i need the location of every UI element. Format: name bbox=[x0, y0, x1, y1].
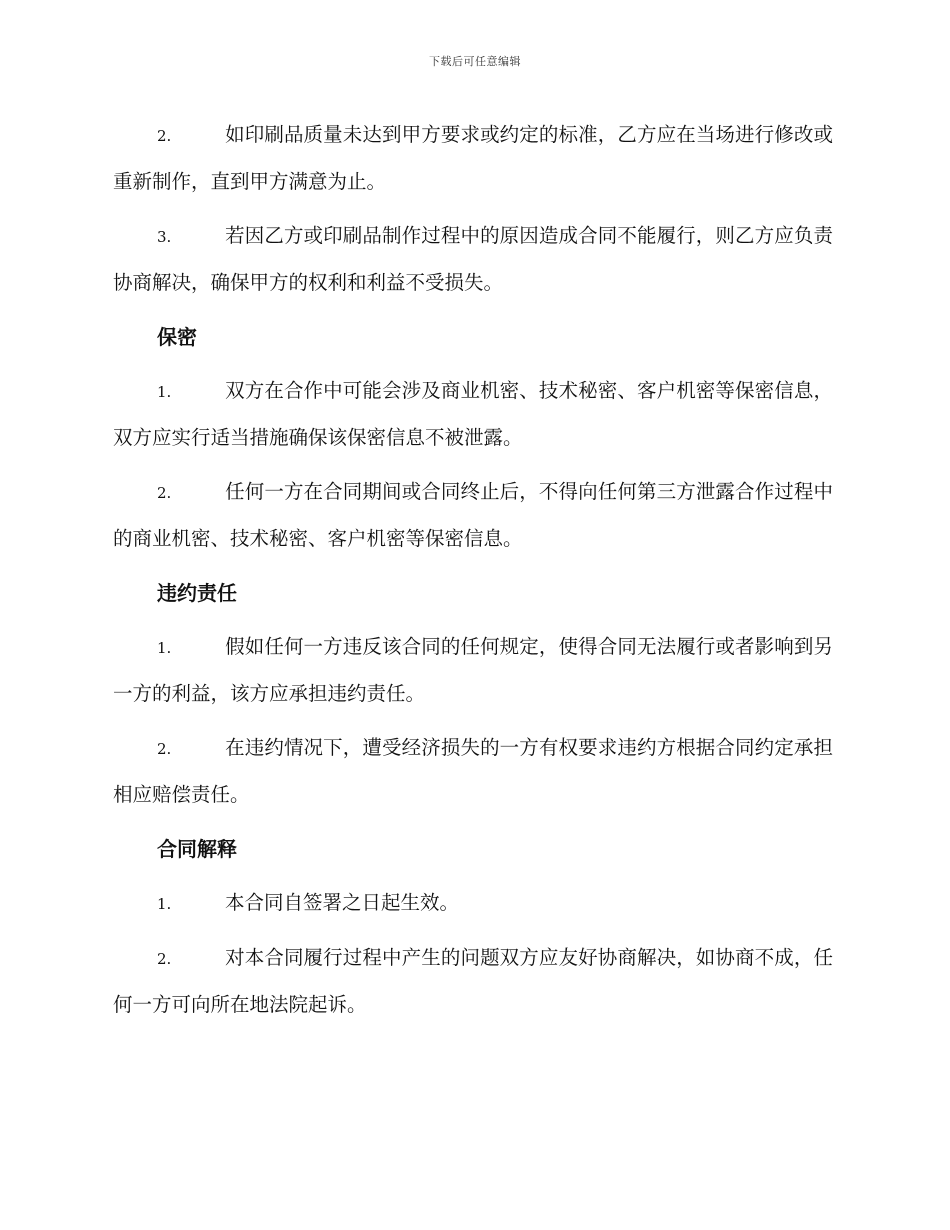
clause-item bbox=[113, 213, 833, 306]
clause-text: 若因乙方或印刷品制作过程中的原因造成合同不能履行，则乙方应负责协商解决，确保甲方的权利和利益不受损失。 bbox=[113, 224, 833, 294]
clause-number: 1. bbox=[157, 639, 172, 657]
clause-item bbox=[113, 935, 833, 1028]
clause-text: 本合同自签署之日起生效。 bbox=[225, 891, 460, 914]
clause-number: 3. bbox=[157, 228, 172, 246]
clause-item bbox=[113, 469, 833, 562]
clause-number: 2. bbox=[157, 740, 172, 758]
clause-item bbox=[113, 112, 833, 205]
clause-number: 2. bbox=[157, 950, 172, 968]
clause-text: 对本合同履行过程中产生的问题双方应友好协商解决，如协商不成，任何一方可向所在地法院起诉。 bbox=[113, 946, 833, 1016]
clause-number: 1. bbox=[157, 383, 172, 401]
page-header: 下载后可任意编辑 bbox=[429, 55, 521, 68]
document-body bbox=[113, 112, 833, 1036]
clause-text: 假如任何一方违反该合同的任何规定，使得合同无法履行或者影响到另一方的利益，该方应承担违约责任。 bbox=[113, 635, 833, 705]
clause-text: 在违约情况下，遭受经济损失的一方有权要求违约方根据合同约定承担相应赔偿责任。 bbox=[113, 736, 833, 806]
section-heading-interpretation: 合同解释 bbox=[157, 837, 237, 861]
clause-text: 双方在合作中可能会涉及商业机密、技术秘密、客户机密等保密信息，双方应实行适当措施确保该保密信息不被泄露。 bbox=[113, 379, 833, 449]
section-heading-liability: 违约责任 bbox=[157, 581, 237, 605]
clause-item bbox=[113, 624, 833, 717]
clause-text: 如印刷品质量未达到甲方要求或约定的标准，乙方应在当场进行修改或重新制作，直到甲方满意为止。 bbox=[113, 123, 833, 193]
clause-number: 1. bbox=[157, 895, 172, 913]
clause-number: 2. bbox=[157, 484, 172, 502]
clause-item bbox=[113, 368, 833, 461]
clause-number: 2. bbox=[157, 127, 172, 145]
clause-item bbox=[113, 880, 833, 927]
clause-text: 任何一方在合同期间或合同终止后，不得向任何第三方泄露合作过程中的商业机密、技术秘密、客户机密等保密信息。 bbox=[113, 480, 833, 550]
section-heading-confidentiality: 保密 bbox=[157, 325, 197, 349]
clause-item bbox=[113, 725, 833, 818]
